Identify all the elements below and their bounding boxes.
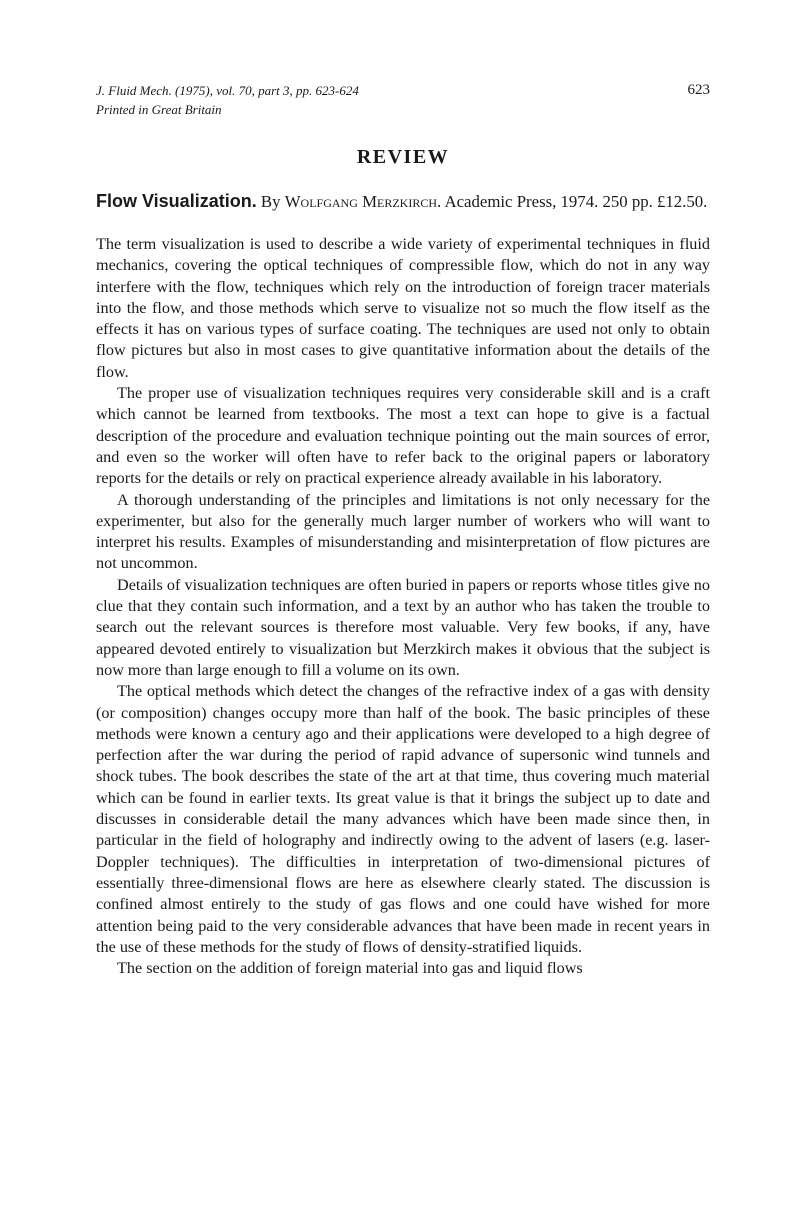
printed-note: Printed in Great Britain: [96, 102, 222, 117]
review-body: [96, 234, 710, 979]
book-details: 250 pp. £12.50.: [602, 192, 708, 211]
book-author: Wolfgang Merzkirch.: [284, 192, 442, 211]
paragraph: A thorough understanding of the principles and limitations is not only necessary for the experimenter, but also for the generally much larger number of workers who will want to interpret his results. Examples of misunderstanding and misinterpretation of flow pictures are not uncommon.: [96, 490, 710, 573]
journal-citation: J. Fluid Mech. (1975), vol. 70, part 3, pp. 623-624: [96, 83, 359, 98]
paragraph: The proper use of visualization techniques requires very considerable skill and is a craft which cannot be learned from textbooks. The most a text can hope to give is a factual description of the procedure and evaluation technique pointing out the main sources of error, and even so the worker will often have to refer back to the original papers or laboratory reports for the details or rely on practical experience already available in his laboratory.: [96, 384, 710, 488]
paragraph: The section on the addition of foreign material into gas and liquid flows: [117, 959, 583, 978]
paragraph: The term visualization is used to describe a wide variety of experimental techniques in fluid mechanics, covering the optical techniques of compressible flow, which do not in any way interfere with the flow, techniques which rely on the introduction of foreign tracer materials into the flow, and those methods which serve to visualize not so much the flow itself as the effects it has on various types of surface coating. The techniques are used not only to obtain flow pictures but also in most cases to give quantitative information about the details of the flow.: [96, 235, 710, 381]
running-head: [96, 81, 710, 119]
by-label: By: [260, 192, 281, 211]
section-title: REVIEW: [356, 146, 450, 168]
book-publisher: Academic Press, 1974.: [444, 192, 599, 211]
book-citation: [96, 190, 710, 213]
page-number: 623: [687, 82, 710, 98]
paragraph: Details of visualization techniques are often buried in papers or reports whose titles give no clue that they contain such information, and a text by an author who has taken the trouble to search out the relevant sources is therefore most valuable. Very few books, if any, have appeared devoted entirely to visualization but Merzkirch makes it obvious that the subject is now more than large enough to fill a volume on its own.: [96, 575, 710, 679]
paragraph: The optical methods which detect the changes of the refractive index of a gas with density (or composition) changes occupy more than half of the book. The basic principles of these methods were known a century ago and their applications were developed to a high degree of perfection after the war during the period of rapid advance of supersonic wind tunnels and shock tubes. The book describes the state of the art at that time, thus covering much material which can be found in earlier texts. Its great value is that it brings the subject up to date and discusses in considerable detail the many advances which have been made since then, in particular in the field of holography and indirectly owing to the advent of lasers (e.g. laser-Doppler techniques). The difficulties in interpretation of two-dimensional pictures of essentially three-dimensional flows are here as elsewhere clearly stated. The discussion is confined almost entirely to the study of gas flows and one could have wished for more attention being paid to the very considerable advances that have been made in recent years in the use of these methods for the study of flows of density-stratified liquids.: [96, 682, 710, 956]
book-title: Flow Visualization.: [96, 191, 257, 211]
